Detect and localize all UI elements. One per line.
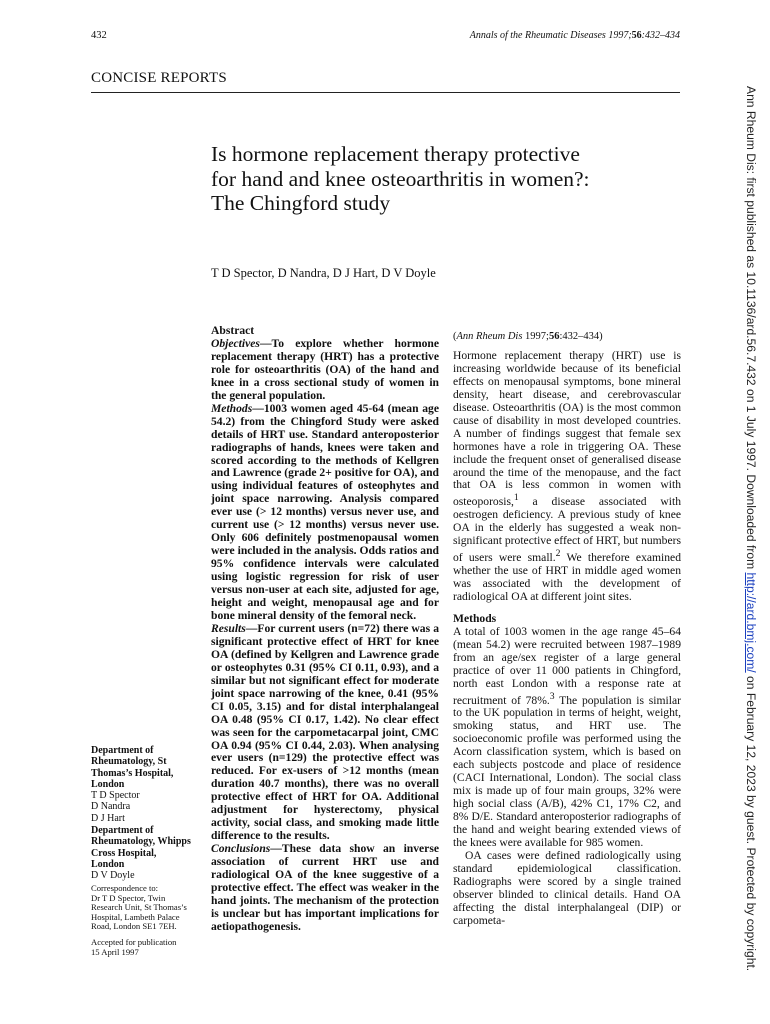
title-line-3: The Chingford study — [211, 191, 391, 215]
aff1-dept-1: Department of — [91, 745, 154, 756]
journal-year: 1997; — [605, 30, 632, 41]
methods-text: —1003 women aged 45-64 (mean age 54.2) from the Chingford Study were asked details of HRT use. Standard anteroposterior radiographs of hands, knees were taken and scored according to the methods of Kellgren and Lawrence (grade 2+ positive for OA), and using individual features of osteophytes and joint space narrowing. Analysis compared ever use (> 12 months) versus never use, and current use (> 12 months) versus never use. Only 606 definitely postmenopausal women were included in the analysis. Odds ratios and 95% confidence intervals were calculated using logistic regression for risk of user versus non-user at each site, adjusted for age, height and weight, menopausal age and for bone mineral density of the femoral neck. — [211, 401, 439, 622]
article-title — [211, 142, 661, 216]
corr-line-3: Research Unit, St Thomas’s — [91, 902, 187, 913]
header-divider — [91, 92, 680, 93]
aff1-name-1: T D Spector — [91, 790, 140, 802]
aff2-dept-1: Department of — [91, 825, 154, 836]
objectives-label: Objectives — [211, 336, 260, 350]
affiliation-1 — [91, 745, 196, 824]
corr-line-1: Correspondence to: — [91, 883, 159, 893]
intro-paragraph — [453, 350, 681, 604]
aff1-name-3: D J Hart — [91, 812, 125, 824]
aff1-name-2: D Nandra — [91, 801, 131, 813]
abstract-column — [211, 325, 439, 934]
watermark-text-1: Ann Rheum Dis: first published as 10.1136/ard.56.7.432 on 1 July 1997. Downloaded from — [744, 86, 758, 573]
methods-paragraph-2: OA cases were defined radiologically using standard epidemiological classification. Radiographs were scored by a single trained observer blinded to clinical details. Hand OA affecting the distal interphalangeal (DIP) or carpometa- — [453, 848, 681, 927]
author-list: T D Spector, D Nandra, D J Hart, D V Doyle — [211, 266, 436, 280]
watermark-text-2: on February 12, 2023 by guest. Protected by copyright. — [744, 672, 758, 972]
intro-text-2: a disease associated with oestrogen deficiency. A previous study of knee OA in the elderly has suggested a weak non-significant protective effect of HRT, but numbers of users were small. — [453, 495, 681, 564]
conclusions-text: —These data show an inverse association of current HRT use and radiological OA of the knee suggestive of a protective effect. The effect was weaker in the hand joints. The mechanism of the protection is unclear but has important implications for aetiopathogenesis. — [211, 842, 439, 933]
abstract-conclusions — [211, 843, 439, 934]
accepted-block — [91, 938, 196, 957]
watermark-link[interactable]: http://ard.bmj.com/ — [744, 572, 758, 673]
affiliation-2 — [91, 825, 196, 881]
title-line-1: Is hormone replacement therapy protective — [211, 142, 580, 166]
abstract-objectives — [211, 338, 439, 403]
journal-name: Annals of the Rheumatic Diseases — [469, 30, 606, 41]
intro-text-3: We therefore examined whether the use of HRT in middle aged women was associated with the development of radiological OA at different joint sites. — [453, 550, 681, 603]
citation-year: 1997; — [522, 331, 549, 342]
conclusions-label: Conclusions — [211, 842, 271, 856]
aff2-name-1: D V Doyle — [91, 870, 135, 882]
methods-heading: Methods — [453, 611, 497, 625]
results-text: —For current users (n=72) there was a significant protective effect of HRT for knee OA (defined by Kellgren and Lawrence grade or osteophytes 0.31 (95% CI 0.11, 0.93), and a similar but not significant effect for moderate joint space narrowing of the knee, 0.41 (95% CI 0.05, 3.15) and for distal interphalangeal OA 0.48 (95% CI 0.17, 1.42). No clear effect was seen for the carpometacarpal joint, CMC OA 0.94 (95% CI 0.44, 2.03). When analysing ever users (n=129) the protective effect was reduced. For ex-users of >12 months (mean duration 40.7 months), there was no overall protective effect of HRT for OA. Additional adjustment for hysterectomy, physical activity, social class, and smoking made little difference to the results. — [211, 621, 439, 843]
citation-pages: :432–434) — [559, 331, 603, 342]
corr-line-2: Dr T D Spector, Twin — [91, 892, 166, 903]
citation-journal: Ann Rheum Dis — [456, 331, 523, 342]
accepted-line-1: Accepted for publication — [91, 937, 177, 947]
methods-label: Methods — [211, 401, 253, 415]
intro-text-1: Hormone replacement therapy (HRT) use is increasing worldwide because of its beneficial effects on menopausal symptoms, bone mineral density, heart disease, and cerebrovascular disease. Osteoarthritis (OA) is the most common cause of disability in most developed countries. A number of findings suggest that female sex hormones have a role in triggering OA. These include the frequent onset of generalised disease around the time of the menopause, and the fact that OA is less common in women with osteoporosis, — [453, 348, 681, 509]
corr-line-5: Road, London SE1 7EH. — [91, 921, 177, 932]
page-number: 432 — [91, 30, 107, 41]
download-watermark — [738, 86, 758, 986]
aff2-dept-4: London — [91, 858, 125, 870]
running-header — [470, 30, 680, 41]
journal-volume: 56 — [631, 30, 642, 41]
title-line-2: for hand and knee osteoarthritis in women?: — [211, 166, 590, 191]
citation-line: (Ann Rheum Dis 1997;56:432–434) — [453, 331, 603, 342]
journal-pages: :432–434 — [641, 30, 680, 41]
aff1-dept-4: London — [91, 778, 125, 790]
ref-1: 1 — [513, 492, 519, 504]
aff2-dept-2: Rheumatology, Whipps — [91, 836, 191, 848]
objectives-text: —To explore whether hormone replacement therapy (HRT) has a protective role for osteoarthritis (OA) of the hand and knee in a cross sectional study of women in the general population. — [211, 336, 439, 402]
accepted-line-2: 15 April 1997 — [91, 946, 139, 957]
body-column — [453, 325, 681, 928]
aff2-dept-3: Cross Hospital, — [91, 847, 157, 859]
correspondence-block — [91, 884, 196, 932]
abstract-results — [211, 623, 439, 843]
abstract-heading: Abstract — [211, 324, 255, 337]
ref-2: 2 — [555, 548, 561, 560]
section-label: CONCISE REPORTS — [91, 70, 227, 86]
methods-paragraph-1 — [453, 626, 681, 850]
ref-3: 3 — [549, 690, 555, 702]
aff1-dept-3: Thomas’s Hospital, — [91, 767, 174, 779]
aff1-dept-2: Rheumatology, St — [91, 756, 167, 768]
corr-line-4: Hospital, Lambeth Palace — [91, 911, 180, 922]
methods-p1-text-2: The population is similar to the UK population in terms of height, weight, smoking status, and HRT use. The socioeconomic profile was performed using the Acorn classification system, which is based on each subjects postcode and place of residence (CACI International, London). The social class mix is made up of four main groups, 32% were high social class (A/B), 42% C1, 17% C2, and 8% D/E. Standard anteroposterior radiographs of the hand and weight bearing extended views of the knees were available for 985 women. — [453, 693, 681, 849]
results-label: Results — [211, 621, 246, 635]
methods-p1-text-1: A total of 1003 women in the age range 45–64 (mean 54.2) were recruited between 1987–1989 from an age/sex register of a large general practice of over 11 000 patients in Chingford, north east London with a response rate at recruitment of 78%. — [453, 624, 681, 707]
abstract-methods — [211, 403, 439, 623]
citation-volume: 56 — [548, 331, 560, 342]
